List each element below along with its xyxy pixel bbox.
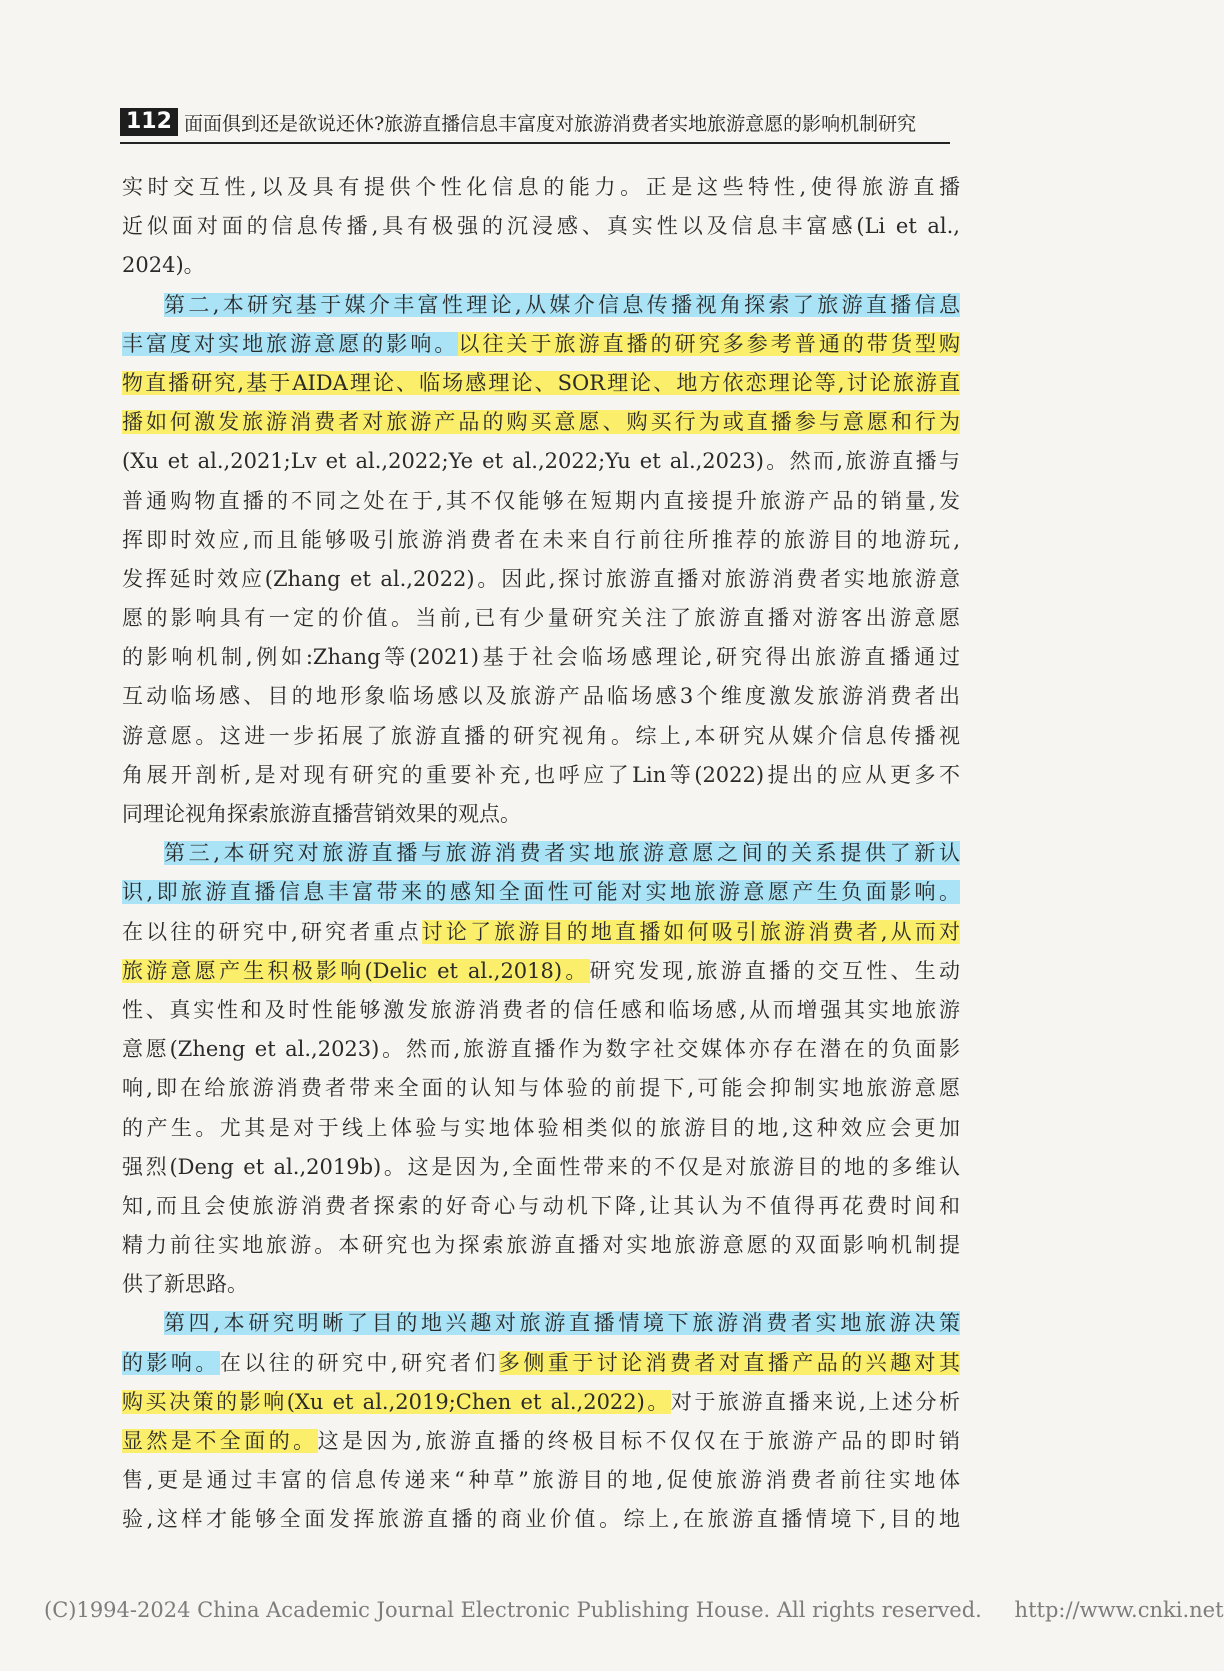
blue-highlight: 第三,本研究对旅游直播与旅游消费者实地旅游意愿之间的关系提供了新认 [164,841,960,866]
text-segment: 普通购物直播的不同之处在于,其不仅能够在短期内直接提升旅游产品的销量,发 [122,488,960,513]
blue-highlight: 识,即旅游直播信息丰富带来的感知全面性可能对实地旅游意愿产生负面影响。 [122,880,960,905]
text-segment: 意愿(Zheng et al.,2023)。然而,旅游直播作为数字社交媒体亦存在潜在的负面影 [122,1037,960,1062]
text-line [122,1265,960,1304]
body-text [122,168,960,1540]
yellow-highlight: 旅游意愿产生积极影响(Delic et al.,2018)。 [122,958,590,983]
text-line [122,1422,960,1461]
text-segment: 这是因为,旅游直播的终极目标不仅仅在于旅游产品的即时销 [317,1429,960,1453]
text-line [122,913,960,952]
text-segment: 在以往的研究中,研究者重点 [122,919,422,944]
text-line [122,168,960,207]
text-line [122,207,960,246]
text-segment: 实时交互性,以及具有提供个性化信息的能力。正是这些特性,使得旅游直播 [122,175,960,199]
yellow-highlight: 购买决策的影响(Xu et al.,2019;Chen et al.,2022)。 [122,1389,671,1414]
text-line [122,756,960,795]
text-segment: 同理论视角探索旅游直播营销效果的观点。 [122,802,521,826]
text-line [122,599,960,638]
text-segment: 强烈(Deng et al.,2019b)。这是因为,全面性带来的不仅是对旅游目的地的多维认 [122,1154,960,1179]
text-segment: 2024)。 [122,253,205,278]
text-line [122,795,960,834]
text-segment: 验,这样才能够全面发挥旅游直播的商业价值。综上,在旅游直播情境下,目的地 [122,1507,960,1532]
text-line [122,286,960,325]
text-line [122,1187,960,1226]
text-segment: 对于旅游直播来说,上述分析 [670,1389,960,1414]
text-line [122,364,960,403]
blue-highlight: 的影响。 [122,1350,220,1375]
text-line [122,638,960,677]
text-line [122,952,960,991]
text-line [122,1344,960,1383]
text-line [122,1030,960,1069]
text-segment: 精力前往实地旅游。本研究也为探索旅游直播对实地旅游意愿的双面影响机制提 [122,1233,960,1258]
text-segment: 互动临场感、目的地形象临场感以及旅游产品临场感3个维度激发旅游消费者出 [122,684,960,709]
text-segment: 研究发现,旅游直播的交互性、生动 [589,958,960,983]
copyright-footer [44,1598,1224,1622]
yellow-highlight: 物直播研究,基于AIDA理论、临场感理论、SOR理论、地方依恋理论等,讨论旅游直 [122,370,960,395]
text-line [122,1461,960,1500]
text-line [122,1069,960,1108]
blue-highlight: 第四,本研究明晰了目的地兴趣对旅游直播情境下旅游消费者实地旅游决策 [164,1311,960,1336]
text-segment: 愿的影响具有一定的价值。当前,已有少量研究关注了旅游直播对游客出游意愿 [122,606,960,631]
text-line [122,1383,960,1422]
text-line [122,482,960,521]
text-line [122,834,960,873]
text-segment: 挥即时效应,而且能够吸引旅游消费者在未来自行前往所推荐的旅游目的地游玩, [122,527,960,552]
text-segment: 响,即在给旅游消费者带来全面的认知与体验的前提下,可能会抑制实地旅游意愿 [122,1076,960,1101]
page-number: 112 [120,108,178,136]
text-line [122,1304,960,1343]
text-line [122,1226,960,1265]
text-line [122,1109,960,1148]
text-segment: 近似面对面的信息传播,具有极强的沉浸感、真实性以及信息丰富感(Li et al., [122,214,960,239]
text-line [122,325,960,364]
text-line [122,560,960,599]
yellow-highlight: 显然是不全面的。 [122,1429,318,1453]
text-line [122,991,960,1030]
text-line [122,1500,960,1539]
text-line [122,717,960,756]
yellow-highlight: 讨论了旅游目的地直播如何吸引旅游消费者,从而对 [421,919,960,944]
text-line [122,521,960,560]
yellow-highlight: 以往关于旅游直播的研究多参考普通的带货型购 [458,331,961,356]
text-line [122,677,960,716]
text-segment: 在以往的研究中,研究者们 [219,1350,499,1375]
text-line [122,403,960,442]
yellow-highlight: 多侧重于讨论消费者对直播产品的兴趣对其 [498,1350,961,1375]
text-line [122,246,960,285]
text-line [122,1148,960,1187]
yellow-highlight: 播如何激发旅游消费者对旅游产品的购买意愿、购买行为或直播参与意愿和行为 [122,410,960,435]
text-segment: 发挥延时效应(Zhang et al.,2022)。因此,探讨旅游直播对旅游消费者实地旅游意 [122,566,960,591]
text-segment: 的影响机制,例如:Zhang等(2021)基于社会临场感理论,研究得出旅游直播通过 [122,645,960,670]
blue-highlight: 丰富度对实地旅游意愿的影响。 [122,331,459,356]
text-segment: 供了新思路。 [122,1272,248,1297]
text-segment: 角展开剖析,是对现有研究的重要补充,也呼应了Lin等(2022)提出的应从更多不 [122,762,960,787]
text-segment: 售,更是通过丰富的信息传递来“种草”旅游目的地,促使旅游消费者前往实地体 [122,1468,960,1493]
footer-url: http://www.cnki.net [1014,1598,1224,1622]
running-title: 面面俱到还是欲说还休?旅游直播信息丰富度对旅游消费者实地旅游意愿的影响机制研究 [183,112,917,135]
text-segment: (Xu et al.,2021;Lv et al.,2022;Ye et al.,2022;Yu et al.,2023)。然而,旅游直播与 [122,449,960,474]
copyright-text: (C)1994-2024 China Academic Journal Electronic Publishing House. All rights reserved. [44,1598,982,1622]
text-segment: 性、真实性和及时性能够激发旅游消费者的信任感和临场感,从而增强其实地旅游 [122,997,960,1022]
text-line [122,442,960,481]
text-segment: 知,而且会使旅游消费者探索的好奇心与动机下降,让其认为不值得再花费时间和 [122,1193,960,1218]
text-line [122,873,960,912]
running-header [120,108,950,144]
text-segment: 游意愿。这进一步拓展了旅游直播的研究视角。综上,本研究从媒介信息传播视 [122,723,960,748]
blue-highlight: 第二,本研究基于媒介丰富性理论,从媒介信息传播视角探索了旅游直播信息 [164,292,960,317]
text-segment: 的产生。尤其是对于线上体验与实地体验相类似的旅游目的地,这种效应会更加 [122,1115,960,1140]
